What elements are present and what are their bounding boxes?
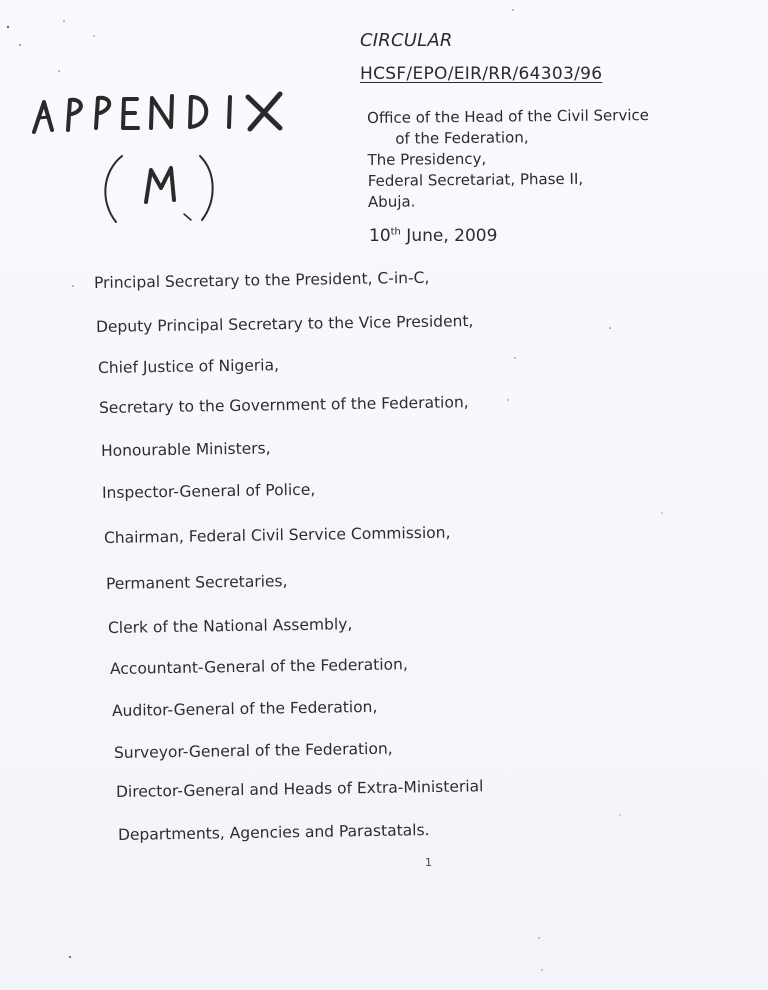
date-day: 10 <box>369 226 391 246</box>
addressee-line: Clerk of the National Assembly, <box>107 615 353 637</box>
addressee-line: Honourable Ministers, <box>100 439 271 460</box>
addressee-line: Secretary to the Government of the Federation, <box>98 393 469 417</box>
addressee-line: Surveyor-General of the Federation, <box>113 739 393 762</box>
date-day-suffix: th <box>390 226 401 238</box>
page-number: 1 <box>425 856 432 869</box>
address-line: Abuja. <box>367 192 416 211</box>
addressee-line: Auditor-General of the Federation, <box>111 697 378 720</box>
addressee-line: Director-General and Heads of Extra-Ministerial <box>115 777 484 801</box>
address-line: The Presidency, <box>367 149 487 169</box>
date-month-year: June, 2009 <box>400 226 498 246</box>
addressee-line: Departments, Agencies and Parastatals. <box>117 821 430 844</box>
address-line: Office of the Head of the Civil Service <box>367 106 650 127</box>
address-line: Federal Secretariat, Phase II, <box>367 169 584 190</box>
addressee-line: Chief Justice of Nigeria, <box>97 356 280 377</box>
reference-number: HCSF/EPO/EIR/RR/64303/96 <box>360 64 603 84</box>
addressee-line: Inspector-General of Police, <box>101 480 316 502</box>
addressee-line: Deputy Principal Secretary to the Vice President, <box>95 312 474 336</box>
addressee-line: Permanent Secretaries, <box>105 572 288 593</box>
address-line: of the Federation, <box>395 128 529 148</box>
addressee-line: Chairman, Federal Civil Service Commission, <box>103 523 451 547</box>
addressee-line: Accountant-General of the Federation, <box>109 655 408 678</box>
addressee-line: Principal Secretary to the President, C-in-C, <box>93 268 430 292</box>
circular-heading: CIRCULAR <box>360 30 453 51</box>
